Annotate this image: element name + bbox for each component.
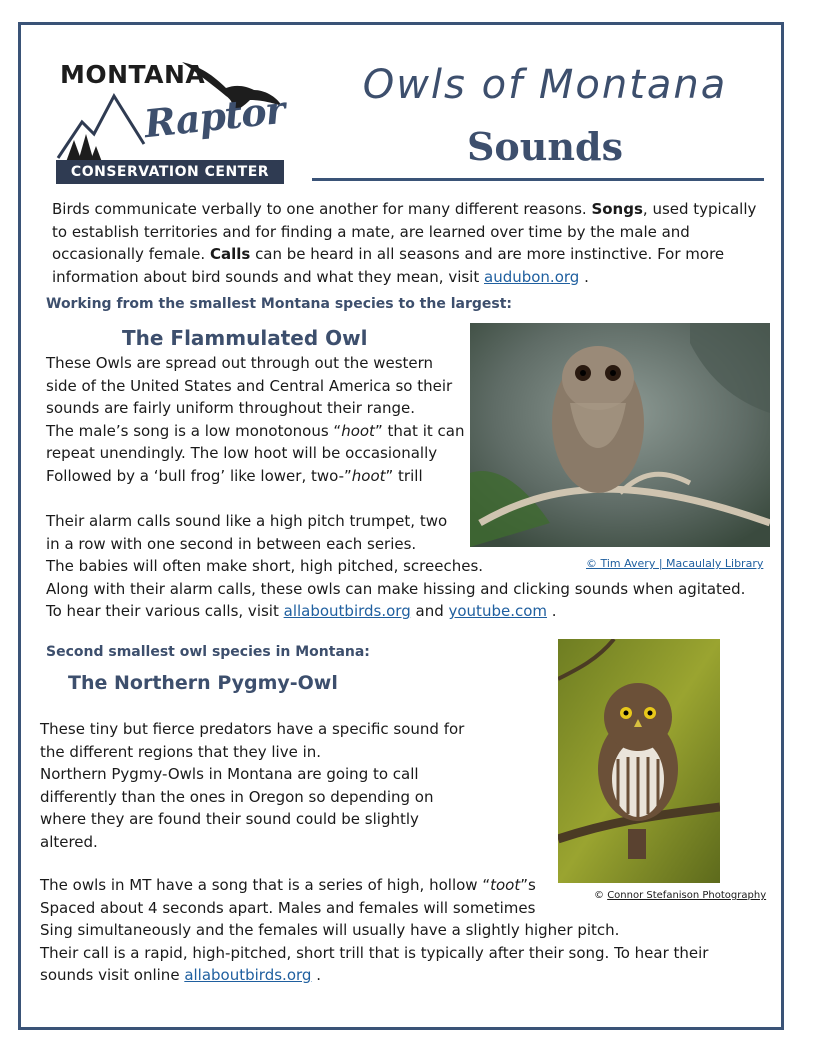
page-title: Sounds bbox=[466, 124, 623, 169]
intro-text-1: Birds communicate verbally to one another for many different reasons. bbox=[52, 200, 592, 218]
allaboutbirds-link-2[interactable]: allaboutbirds.org bbox=[184, 966, 312, 984]
flammulated-photo-credit[interactable]: © Tim Avery | Macaulaly Library bbox=[586, 557, 764, 570]
intro-paragraph bbox=[52, 198, 768, 288]
flammulated-alarm-calls bbox=[46, 510, 766, 623]
calls-bold: Calls bbox=[209, 245, 251, 263]
text-span: The male’s song is a low monotonous “ bbox=[46, 421, 342, 440]
section-subhead-1: Working from the smallest Montana species to the largest: bbox=[46, 296, 512, 312]
text-span: . bbox=[311, 966, 321, 984]
copyright-symbol: © bbox=[594, 890, 604, 901]
text-line: Sing simultaneously and the females will usually have a slightly higher pitch. bbox=[40, 921, 620, 939]
page-title-script: Owls of Montana bbox=[362, 62, 728, 108]
text-line: altered. bbox=[40, 832, 98, 851]
logo-conservation-text: CONSERVATION CENTER bbox=[56, 160, 284, 184]
allaboutbirds-link[interactable]: allaboutbirds.org bbox=[283, 602, 411, 620]
intro-text-3: can be heard in all seasons and are more instinctive. For more information about bird sounds and what they mean, visit bbox=[52, 245, 725, 286]
text-span: The owls in MT have a song that is a series of high, hollow “ bbox=[40, 876, 491, 894]
text-line: side of the United States and Central America so their bbox=[46, 376, 453, 395]
text-line bbox=[46, 420, 476, 443]
text-line: Their alarm calls sound like a high pitch trumpet, two bbox=[46, 512, 448, 530]
intro-text-2: , used typically to establish territories and for finding a mate, are learned over time by the male and occasionally female. bbox=[52, 200, 757, 263]
text-span: . bbox=[547, 602, 557, 620]
text-line bbox=[46, 600, 766, 623]
text-line: Along with their alarm calls, these owls can make hissing and clicking sounds when agitated. bbox=[46, 579, 746, 598]
text-span: ” trill bbox=[385, 466, 423, 485]
audubon-link[interactable]: audubon.org bbox=[484, 267, 580, 286]
section-subhead-2: Second smallest owl species in Montana: bbox=[46, 644, 370, 660]
text-span: To hear their various calls, visit bbox=[46, 602, 284, 620]
text-line: Northern Pygmy-Owls in Montana are going to call bbox=[40, 765, 419, 783]
text-line: These tiny but fierce predators have a specific sound for bbox=[40, 720, 465, 738]
hoot-italic: hoot bbox=[351, 466, 386, 485]
text-line: where they are found their sound could be slightly bbox=[40, 810, 419, 828]
text-span: Followed by a ‘bull frog’ like lower, two-” bbox=[46, 466, 352, 485]
youtube-link[interactable]: youtube.com bbox=[448, 602, 548, 620]
hoot-italic: hoot bbox=[341, 421, 375, 440]
songs-bold: Songs bbox=[591, 200, 643, 218]
pygmy-owl-photo bbox=[558, 639, 720, 883]
pygmy-song-paragraph bbox=[40, 874, 770, 987]
flammulated-owl-heading: The Flammulated Owl bbox=[122, 326, 368, 350]
text-line bbox=[40, 964, 770, 987]
text-line: The babies will often make short, high pitched, screeches. bbox=[46, 557, 484, 575]
montana-raptor-logo bbox=[52, 56, 288, 186]
text-span: sounds visit online bbox=[40, 966, 185, 984]
logo-montana-text: MONTANA bbox=[60, 60, 206, 89]
credit-text: Connor Stefanison Photography bbox=[607, 890, 767, 901]
text-line: in a row with one second in between each series. bbox=[46, 534, 417, 553]
text-line: differently than the ones in Oregon so depending on bbox=[40, 787, 434, 806]
text-span: and bbox=[410, 602, 449, 620]
intro-text-4: . bbox=[579, 267, 589, 286]
text-span: ” that it can bbox=[374, 421, 465, 440]
text-line: Their call is a rapid, high-pitched, short trill that is typically after their song. To hear their bbox=[40, 943, 709, 962]
pygmy-description bbox=[40, 718, 500, 853]
text-line bbox=[40, 874, 770, 897]
text-line: repeat unendingly. The low hoot will be occasionally bbox=[46, 444, 438, 462]
logo-raptor-text: Raptor bbox=[142, 86, 287, 147]
flammulated-description bbox=[46, 352, 476, 487]
text-line: the different regions that they live in. bbox=[40, 742, 322, 761]
text-line: These Owls are spread out through out the western bbox=[46, 354, 434, 372]
text-line bbox=[46, 465, 476, 488]
text-line: sounds are fairly uniform throughout their range. bbox=[46, 399, 416, 417]
text-span: ”s bbox=[520, 876, 536, 894]
text-line: Spaced about 4 seconds apart. Males and females will sometimes bbox=[40, 898, 536, 917]
pygmy-owl-heading: The Northern Pygmy-Owl bbox=[68, 672, 338, 694]
toot-italic: toot bbox=[490, 876, 521, 894]
title-divider bbox=[312, 178, 764, 181]
